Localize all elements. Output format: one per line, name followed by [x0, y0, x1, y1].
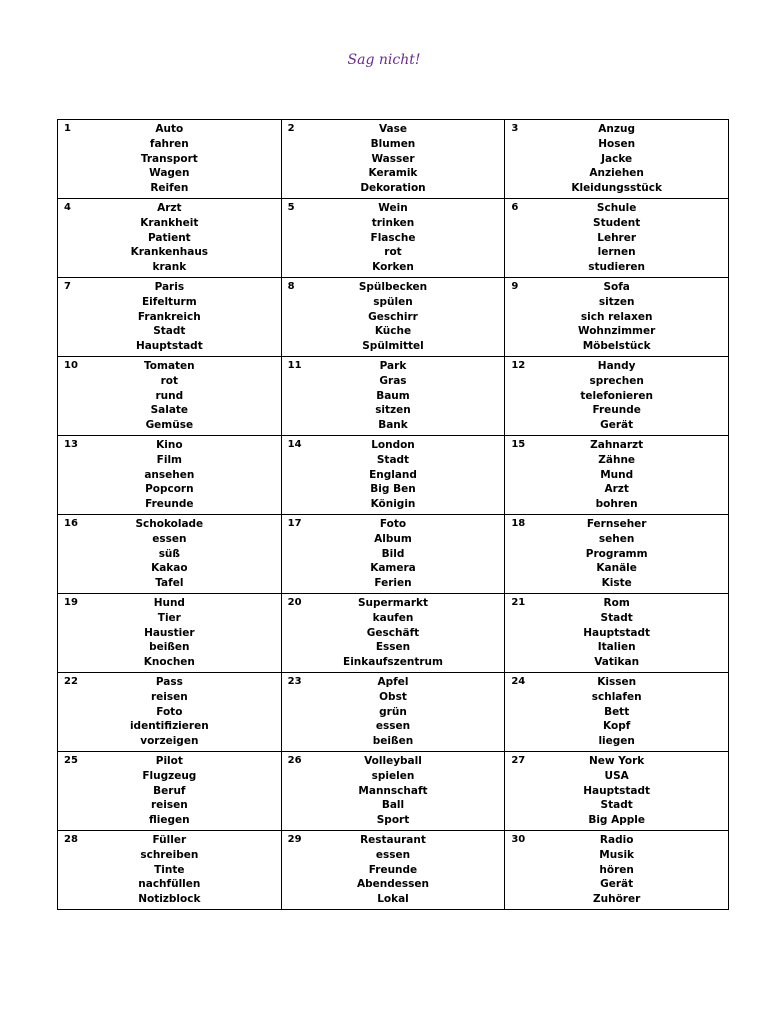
word-card: [505, 515, 729, 594]
forbidden-word: Ball: [381, 799, 405, 812]
forbidden-word: Spülmittel: [362, 340, 424, 353]
forbidden-word: hören: [599, 863, 634, 876]
forbidden-word: Einkaufszentrum: [343, 656, 443, 669]
forbidden-word: essen: [375, 720, 411, 733]
card-word-list: [505, 199, 728, 275]
word-card: [281, 831, 505, 910]
forbidden-word: sich relaxen: [580, 310, 653, 323]
card-number: 17: [287, 518, 302, 529]
forbidden-word: Lehrer: [597, 231, 637, 244]
card-word-list: [282, 673, 505, 749]
forbidden-word: krank: [152, 261, 187, 274]
target-word: Anzug: [598, 123, 636, 135]
forbidden-word: Bank: [378, 419, 408, 432]
forbidden-word: Kanäle: [596, 562, 637, 575]
card-word-list: [282, 120, 505, 196]
target-word: Rom: [603, 597, 630, 609]
forbidden-word: Gemüse: [145, 419, 194, 432]
card-word-list: [282, 436, 505, 512]
card-row: [58, 831, 729, 910]
forbidden-word: Flugzeug: [142, 769, 197, 782]
word-card: [505, 673, 729, 752]
forbidden-word: essen: [152, 532, 187, 545]
card-row: [58, 515, 729, 594]
word-card: [281, 357, 505, 436]
target-word: Spülbecken: [358, 281, 428, 293]
target-word: Supermarkt: [357, 597, 429, 609]
forbidden-word: studieren: [588, 261, 646, 274]
forbidden-word: kaufen: [372, 611, 414, 624]
card-number: 6: [511, 202, 519, 213]
card-number: 25: [64, 755, 78, 766]
forbidden-word: Jacke: [601, 152, 633, 165]
forbidden-word: Baum: [376, 389, 410, 402]
forbidden-word: Wohnzimmer: [578, 325, 656, 338]
forbidden-word: sehen: [598, 532, 635, 545]
forbidden-word: reisen: [150, 799, 188, 812]
forbidden-word: Freunde: [145, 498, 194, 511]
target-word: Apfel: [377, 676, 409, 688]
card-word-list: [282, 594, 505, 670]
target-word: Fernseher: [586, 518, 647, 530]
card-word-list: [505, 831, 728, 907]
word-card: [58, 120, 282, 199]
card-word-list: [505, 515, 728, 591]
forbidden-word: Reifen: [150, 182, 189, 195]
forbidden-word: spülen: [373, 295, 413, 308]
card-word-list: [58, 436, 281, 512]
word-card: [58, 357, 282, 436]
forbidden-word: Kakao: [151, 562, 188, 575]
forbidden-word: Big Apple: [588, 814, 645, 827]
card-number: 23: [287, 676, 302, 687]
forbidden-word: Wasser: [371, 152, 415, 165]
word-card: [281, 120, 505, 199]
card-number: 12: [511, 360, 526, 371]
card-word-list: [505, 120, 728, 196]
target-word: Kino: [156, 439, 183, 451]
forbidden-word: Kamera: [370, 562, 416, 575]
target-word: Füller: [152, 834, 187, 846]
forbidden-word: Stadt: [600, 799, 633, 812]
target-word: Wein: [378, 202, 408, 214]
forbidden-word: Abendessen: [356, 878, 429, 891]
target-word: Park: [379, 360, 407, 372]
forbidden-word: Frankreich: [137, 310, 201, 323]
card-word-list: [58, 357, 281, 433]
target-word: Kissen: [597, 676, 637, 688]
word-card: [505, 436, 729, 515]
card-number: 10: [64, 360, 78, 371]
card-number: 22: [64, 676, 78, 687]
forbidden-word: Küche: [374, 325, 412, 338]
target-word: Schule: [596, 202, 637, 214]
forbidden-word: Dekoration: [360, 182, 426, 195]
card-word-list: [505, 752, 728, 828]
forbidden-word: Tinte: [154, 863, 185, 876]
word-card: [58, 673, 282, 752]
forbidden-word: schreiben: [140, 848, 199, 861]
card-row: [58, 357, 729, 436]
forbidden-word: Freunde: [368, 863, 418, 876]
forbidden-word: Notizblock: [138, 893, 201, 906]
forbidden-word: ansehen: [144, 468, 195, 481]
forbidden-word: Sport: [376, 814, 410, 827]
forbidden-word: Wagen: [149, 167, 190, 180]
word-card: [505, 278, 729, 357]
word-card: [281, 199, 505, 278]
card-row: [58, 594, 729, 673]
target-word: Restaurant: [360, 834, 426, 846]
forbidden-word: Blumen: [370, 137, 416, 150]
forbidden-word: Lokal: [377, 893, 409, 906]
forbidden-word: Italien: [597, 641, 636, 654]
target-word: Paris: [154, 281, 185, 293]
card-number: 30: [511, 834, 526, 845]
word-card: [505, 752, 729, 831]
forbidden-word: Hauptstadt: [583, 626, 651, 639]
target-word: Pass: [155, 676, 183, 688]
forbidden-word: Popcorn: [145, 483, 194, 496]
card-row: [58, 199, 729, 278]
forbidden-word: bohren: [595, 498, 638, 511]
card-row: [58, 752, 729, 831]
forbidden-word: Tafel: [155, 577, 184, 590]
target-word: Zahnarzt: [590, 439, 644, 451]
forbidden-word: Geschirr: [368, 310, 418, 323]
card-number: 15: [511, 439, 526, 450]
word-card: [281, 436, 505, 515]
card-word-list: [505, 436, 728, 512]
forbidden-word: Anziehen: [589, 167, 644, 180]
forbidden-word: Musik: [599, 848, 635, 861]
forbidden-word: Gerät: [600, 419, 634, 432]
word-card: [281, 278, 505, 357]
target-word: Arzt: [157, 202, 182, 214]
target-word: Foto: [379, 518, 407, 530]
forbidden-word: Gerät: [600, 878, 634, 891]
word-card: [58, 831, 282, 910]
card-word-list: [505, 278, 728, 354]
forbidden-word: Knochen: [143, 656, 195, 669]
forbidden-word: rot: [160, 374, 179, 387]
card-number: 3: [511, 123, 519, 134]
card-word-list: [505, 594, 728, 670]
forbidden-word: spielen: [371, 769, 415, 782]
forbidden-word: Möbelstück: [582, 340, 651, 353]
card-number: 26: [287, 755, 302, 766]
forbidden-word: Keramik: [368, 167, 418, 180]
card-number: 1: [64, 123, 71, 134]
word-card: [281, 594, 505, 673]
target-word: Pilot: [155, 755, 183, 767]
forbidden-word: Zähne: [598, 453, 636, 466]
card-number: 29: [287, 834, 302, 845]
card-row: [58, 436, 729, 515]
forbidden-word: Hauptstadt: [135, 340, 203, 353]
card-number: 18: [511, 518, 526, 529]
card-row: [58, 120, 729, 199]
forbidden-word: rund: [155, 389, 184, 402]
forbidden-word: Krankheit: [140, 216, 199, 229]
forbidden-word: Tier: [157, 611, 181, 624]
forbidden-word: essen: [375, 848, 411, 861]
word-card: [58, 752, 282, 831]
card-number: 4: [64, 202, 71, 213]
forbidden-word: Krankenhaus: [130, 246, 209, 259]
forbidden-word: Big Ben: [370, 483, 416, 496]
target-word: Hund: [153, 597, 185, 609]
forbidden-word: beißen: [149, 641, 190, 654]
forbidden-word: sitzen: [375, 404, 411, 417]
forbidden-word: Hosen: [598, 137, 636, 150]
card-number: 24: [511, 676, 526, 687]
forbidden-word: vorzeigen: [140, 735, 199, 748]
target-word: Tomaten: [144, 360, 195, 372]
card-row: [58, 278, 729, 357]
forbidden-word: telefonieren: [580, 389, 653, 402]
card-number: 8: [287, 281, 295, 292]
forbidden-word: Arzt: [604, 483, 629, 496]
forbidden-word: Beruf: [153, 784, 186, 797]
word-card: [505, 594, 729, 673]
target-word: Handy: [597, 360, 636, 372]
forbidden-word: grün: [379, 705, 407, 718]
forbidden-word: lernen: [597, 246, 636, 259]
forbidden-word: trinken: [371, 216, 415, 229]
card-word-list: [58, 199, 281, 275]
card-word-list: [58, 673, 281, 749]
word-card-table: [57, 119, 729, 910]
forbidden-word: Obst: [379, 690, 407, 703]
card-word-list: [505, 357, 728, 433]
forbidden-word: Stadt: [376, 453, 410, 466]
card-number: 5: [287, 202, 295, 213]
card-number: 21: [511, 597, 526, 608]
word-card: [58, 515, 282, 594]
forbidden-word: Mannschaft: [358, 784, 428, 797]
card-word-list: [282, 199, 505, 275]
forbidden-word: Korken: [372, 261, 414, 274]
forbidden-word: Album: [374, 532, 412, 545]
card-number: 13: [64, 439, 78, 450]
card-number: 11: [287, 360, 302, 371]
word-card: [281, 752, 505, 831]
forbidden-word: Mund: [600, 468, 634, 481]
card-number: 16: [64, 518, 78, 529]
forbidden-word: Programm: [585, 547, 648, 560]
forbidden-word: Hauptstadt: [583, 784, 651, 797]
page-title: Sag nicht!: [347, 52, 421, 68]
forbidden-word: Kleidungsstück: [571, 182, 662, 195]
card-word-list: [282, 357, 505, 433]
target-word: London: [371, 439, 415, 451]
target-word: Schokolade: [135, 518, 204, 530]
target-word: Auto: [155, 123, 184, 135]
card-word-list: [282, 278, 505, 354]
forbidden-word: identifizieren: [129, 720, 209, 733]
word-card: [505, 199, 729, 278]
card-word-list: [58, 120, 281, 196]
forbidden-word: USA: [604, 769, 629, 782]
forbidden-word: Essen: [375, 641, 411, 654]
forbidden-word: Patient: [147, 231, 191, 244]
card-word-list: [505, 673, 728, 749]
card-number: 9: [511, 281, 519, 292]
forbidden-word: nachfüllen: [138, 878, 201, 891]
target-word: New York: [589, 755, 645, 767]
forbidden-word: Gras: [379, 374, 407, 387]
forbidden-word: Foto: [156, 705, 183, 718]
forbidden-word: Kopf: [603, 720, 631, 733]
card-word-list: [282, 831, 505, 907]
card-word-list: [58, 594, 281, 670]
card-number: 7: [64, 281, 71, 292]
word-card: [58, 278, 282, 357]
forbidden-word: Film: [156, 453, 182, 466]
card-row: [58, 673, 729, 752]
target-word: Sofa: [603, 281, 630, 293]
card-number: 14: [287, 439, 302, 450]
forbidden-word: Bild: [381, 547, 405, 560]
forbidden-word: sprechen: [589, 374, 644, 387]
target-word: Vase: [378, 123, 407, 135]
forbidden-word: Königin: [370, 498, 416, 511]
card-number: 19: [64, 597, 78, 608]
forbidden-word: Flasche: [370, 231, 416, 244]
forbidden-word: Vatikan: [594, 656, 640, 669]
forbidden-word: Zuhörer: [593, 893, 641, 906]
forbidden-word: fliegen: [149, 814, 190, 827]
target-word: Volleyball: [364, 755, 422, 767]
forbidden-word: rot: [384, 246, 402, 259]
word-card: [58, 199, 282, 278]
word-card: [58, 594, 282, 673]
card-word-list: [58, 515, 281, 591]
forbidden-word: schlafen: [591, 690, 642, 703]
word-card: [58, 436, 282, 515]
forbidden-word: Salate: [150, 404, 189, 417]
forbidden-word: Haustier: [144, 626, 195, 639]
card-word-list: [58, 278, 281, 354]
card-word-list: [58, 831, 281, 907]
card-word-list: [282, 515, 505, 591]
forbidden-word: beißen: [372, 735, 414, 748]
word-card: [281, 673, 505, 752]
card-number: 28: [64, 834, 78, 845]
forbidden-word: Transport: [140, 152, 198, 165]
forbidden-word: fahren: [149, 137, 189, 150]
word-card: [505, 357, 729, 436]
forbidden-word: Freunde: [592, 404, 641, 417]
card-number: 27: [511, 755, 526, 766]
card-word-list: [282, 752, 505, 828]
forbidden-word: Geschäft: [366, 626, 420, 639]
forbidden-word: Stadt: [153, 325, 186, 338]
forbidden-word: Ferien: [374, 577, 412, 590]
forbidden-word: sitzen: [598, 295, 635, 308]
forbidden-word: England: [369, 468, 417, 481]
forbidden-word: Bett: [604, 705, 630, 718]
forbidden-word: reisen: [150, 690, 188, 703]
card-number: 2: [287, 123, 295, 134]
forbidden-word: Student: [593, 216, 641, 229]
word-card: [505, 831, 729, 910]
target-word: Radio: [599, 834, 634, 846]
card-word-list: [58, 752, 281, 828]
forbidden-word: Kiste: [601, 577, 632, 590]
word-card: [281, 515, 505, 594]
card-number: 20: [287, 597, 302, 608]
word-card: [505, 120, 729, 199]
forbidden-word: Stadt: [600, 611, 633, 624]
forbidden-word: süß: [158, 547, 180, 560]
forbidden-word: Eifelturm: [141, 295, 197, 308]
forbidden-word: liegen: [598, 735, 635, 748]
